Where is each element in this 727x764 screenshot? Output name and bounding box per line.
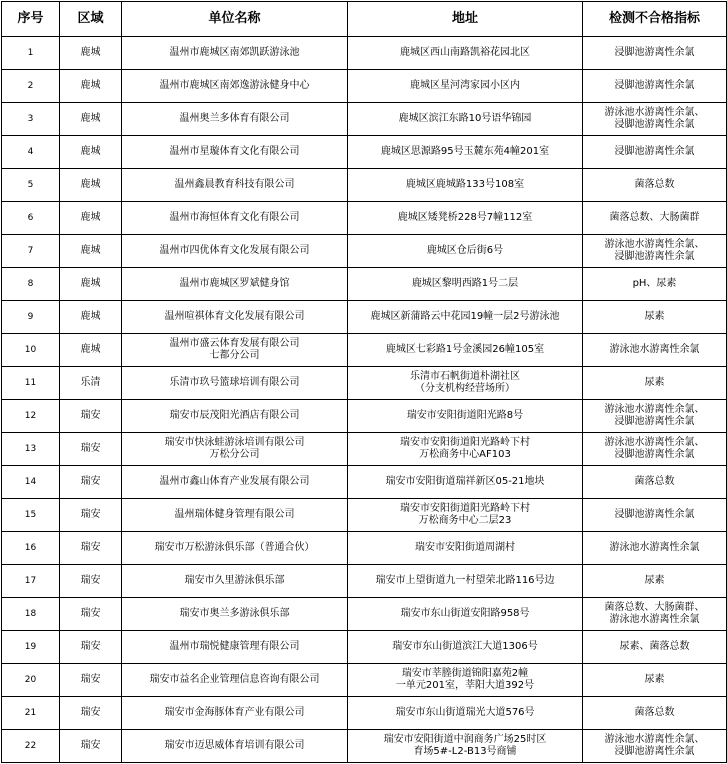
row-unit: 瑞安市快泳蛙游泳培训有限公司 万松分公司 [122,433,348,466]
row-unit: 温州市四优体育文化发展有限公司 [122,235,348,268]
row-area: 瑞安 [60,730,122,763]
row-seq: 10 [2,334,60,367]
header-area: 区域 [60,2,122,37]
table-row [2,433,727,466]
row-address: 鹿城区滨江东路10号语华锦园 [348,103,583,136]
table-row [2,268,727,301]
row-unit: 瑞安市辰茂阳光酒店有限公司 [122,400,348,433]
row-seq: 6 [2,202,60,235]
row-area: 瑞安 [60,499,122,532]
row-unit: 瑞安市久里游泳俱乐部 [122,565,348,598]
row-address: 乐清市石帆街道朴湖社区 （分支机构经营场所） [348,367,583,400]
row-area: 乐清 [60,367,122,400]
row-unit: 温州市星璇体育文化有限公司 [122,136,348,169]
row-area: 瑞安 [60,532,122,565]
row-unit: 温州市鹿城区南郊凯跃游泳池 [122,37,348,70]
row-unit: 温州奥兰多体育有限公司 [122,103,348,136]
table-row [2,466,727,499]
table-row [2,730,727,763]
row-fail-indicator: 尿素 [583,367,727,400]
row-area: 鹿城 [60,268,122,301]
row-unit: 温州市瑞悦健康管理有限公司 [122,631,348,664]
row-address: 鹿城区新蒲路云中花园19幢一层2号游泳池 [348,301,583,334]
row-fail-indicator: 菌落总数、大肠菌群 [583,202,727,235]
row-address: 瑞安市东山街道安阳路958号 [348,598,583,631]
table-row [2,301,727,334]
header-unit: 单位名称 [122,2,348,37]
row-fail-indicator: 游泳池水游离性余氯 [583,532,727,565]
table-row [2,697,727,730]
row-address: 鹿城区仓后街6号 [348,235,583,268]
row-address: 瑞安市上望街道九一村望荣北路116号边 [348,565,583,598]
row-area: 瑞安 [60,565,122,598]
inspection-table [1,1,727,763]
row-fail-indicator: 尿素 [583,664,727,697]
row-unit: 温州喧祺体育文化发展有限公司 [122,301,348,334]
row-fail-indicator: 尿素 [583,301,727,334]
row-seq: 9 [2,301,60,334]
table-row [2,235,727,268]
row-seq: 16 [2,532,60,565]
row-seq: 14 [2,466,60,499]
row-seq: 12 [2,400,60,433]
row-seq: 13 [2,433,60,466]
header-seq: 序号 [2,2,60,37]
table-row [2,37,727,70]
row-seq: 3 [2,103,60,136]
row-area: 瑞安 [60,598,122,631]
row-area: 瑞安 [60,664,122,697]
row-fail-indicator: 尿素 [583,565,727,598]
row-area: 鹿城 [60,202,122,235]
row-fail-indicator: 浸脚池游离性余氯 [583,499,727,532]
row-seq: 11 [2,367,60,400]
header-fail-indicator: 检测不合格指标 [583,2,727,37]
row-address: 瑞安市安阳街道阳光路8号 [348,400,583,433]
row-fail-indicator: 游泳池水游离性余氯、 浸脚池游离性余氯 [583,730,727,763]
row-address: 鹿城区黎明西路1号二层 [348,268,583,301]
table-row [2,631,727,664]
row-unit: 温州鑫晨教育科技有限公司 [122,169,348,202]
row-address: 瑞安市东山街道滨江大道1306号 [348,631,583,664]
row-fail-indicator: 游泳池水游离性余氯 [583,334,727,367]
row-address: 鹿城区思源路95号玉麓东苑4幢201室 [348,136,583,169]
table-row [2,400,727,433]
row-address: 鹿城区鹿城路133号108室 [348,169,583,202]
row-area: 瑞安 [60,433,122,466]
row-unit: 温州市盛云体育发展有限公司 七都分公司 [122,334,348,367]
row-seq: 4 [2,136,60,169]
table-row [2,565,727,598]
row-fail-indicator: 菌落总数 [583,169,727,202]
table-row [2,367,727,400]
row-address: 鹿城区矮凳桥228号7幢112室 [348,202,583,235]
table-row [2,532,727,565]
header-address: 地址 [348,2,583,37]
row-address: 瑞安市安阳街道阳光路岭下村 万松商务中心二层23 [348,499,583,532]
row-seq: 5 [2,169,60,202]
row-fail-indicator: 游泳池水游离性余氯、 浸脚池游离性余氯 [583,103,727,136]
row-fail-indicator: 游泳池水游离性余氯、 浸脚池游离性余氯 [583,400,727,433]
row-unit: 温州市鑫山体育产业发展有限公司 [122,466,348,499]
row-fail-indicator: 菌落总数、大肠菌群、 游泳池水游离性余氯 [583,598,727,631]
row-address: 瑞安市东山街道瑞光大道576号 [348,697,583,730]
row-area: 鹿城 [60,136,122,169]
row-unit: 温州瑞体健身管理有限公司 [122,499,348,532]
row-fail-indicator: 浸脚池游离性余氯 [583,136,727,169]
row-area: 鹿城 [60,334,122,367]
row-address: 瑞安市安阳街道阳光路岭下村 万松商务中心AF103 [348,433,583,466]
table-header-row [2,2,727,37]
row-area: 鹿城 [60,70,122,103]
table-row [2,499,727,532]
row-seq: 18 [2,598,60,631]
row-unit: 温州市鹿城区罗斌健身馆 [122,268,348,301]
row-seq: 17 [2,565,60,598]
row-fail-indicator: 浸脚池游离性余氯 [583,37,727,70]
row-area: 鹿城 [60,301,122,334]
row-seq: 2 [2,70,60,103]
table-row [2,598,727,631]
table-row [2,664,727,697]
table-row [2,103,727,136]
table-row [2,169,727,202]
row-seq: 19 [2,631,60,664]
row-seq: 20 [2,664,60,697]
row-fail-indicator: 尿素、菌落总数 [583,631,727,664]
row-area: 鹿城 [60,169,122,202]
row-fail-indicator: 菌落总数 [583,466,727,499]
row-unit: 瑞安市奥兰多游泳俱乐部 [122,598,348,631]
row-area: 鹿城 [60,235,122,268]
table-row [2,334,727,367]
table-row [2,202,727,235]
row-seq: 8 [2,268,60,301]
table-row [2,136,727,169]
row-unit: 瑞安市金海豚体育产业有限公司 [122,697,348,730]
row-area: 鹿城 [60,103,122,136]
row-address: 鹿城区星河湾家园小区内 [348,70,583,103]
row-fail-indicator: 游泳池水游离性余氯、 浸脚池游离性余氯 [583,433,727,466]
row-unit: 瑞安市益名企业管理信息咨询有限公司 [122,664,348,697]
row-seq: 21 [2,697,60,730]
row-fail-indicator: pH、尿素 [583,268,727,301]
row-seq: 1 [2,37,60,70]
row-unit: 瑞安市迈思威体育培训有限公司 [122,730,348,763]
row-fail-indicator: 菌落总数 [583,697,727,730]
row-area: 瑞安 [60,697,122,730]
row-address: 鹿城区西山南路凯裕花园北区 [348,37,583,70]
row-unit: 温州市海恒体育文化有限公司 [122,202,348,235]
row-address: 鹿城区七彩路1号金溪园26幢105室 [348,334,583,367]
row-unit: 乐清市玖号篮球培训有限公司 [122,367,348,400]
row-fail-indicator: 浸脚池游离性余氯 [583,70,727,103]
row-area: 瑞安 [60,400,122,433]
row-unit: 温州市鹿城区南郊逸游泳健身中心 [122,70,348,103]
row-seq: 22 [2,730,60,763]
row-area: 瑞安 [60,631,122,664]
row-seq: 15 [2,499,60,532]
row-unit: 瑞安市万松游泳俱乐部（普通合伙） [122,532,348,565]
row-area: 鹿城 [60,37,122,70]
row-seq: 7 [2,235,60,268]
row-address: 瑞安市安阳街道周湖村 [348,532,583,565]
table-row [2,70,727,103]
row-address: 瑞安市莘塍街道锦阳嘉苑2幢 一单元201室，莘阳大道392号 [348,664,583,697]
row-address: 瑞安市安阳街道瑞祥新区05-21地块 [348,466,583,499]
row-fail-indicator: 游泳池水游离性余氯、 浸脚池游离性余氯 [583,235,727,268]
row-address: 瑞安市安阳街道中润商务广场25时区 育场5#-L2-B13号商铺 [348,730,583,763]
row-area: 瑞安 [60,466,122,499]
